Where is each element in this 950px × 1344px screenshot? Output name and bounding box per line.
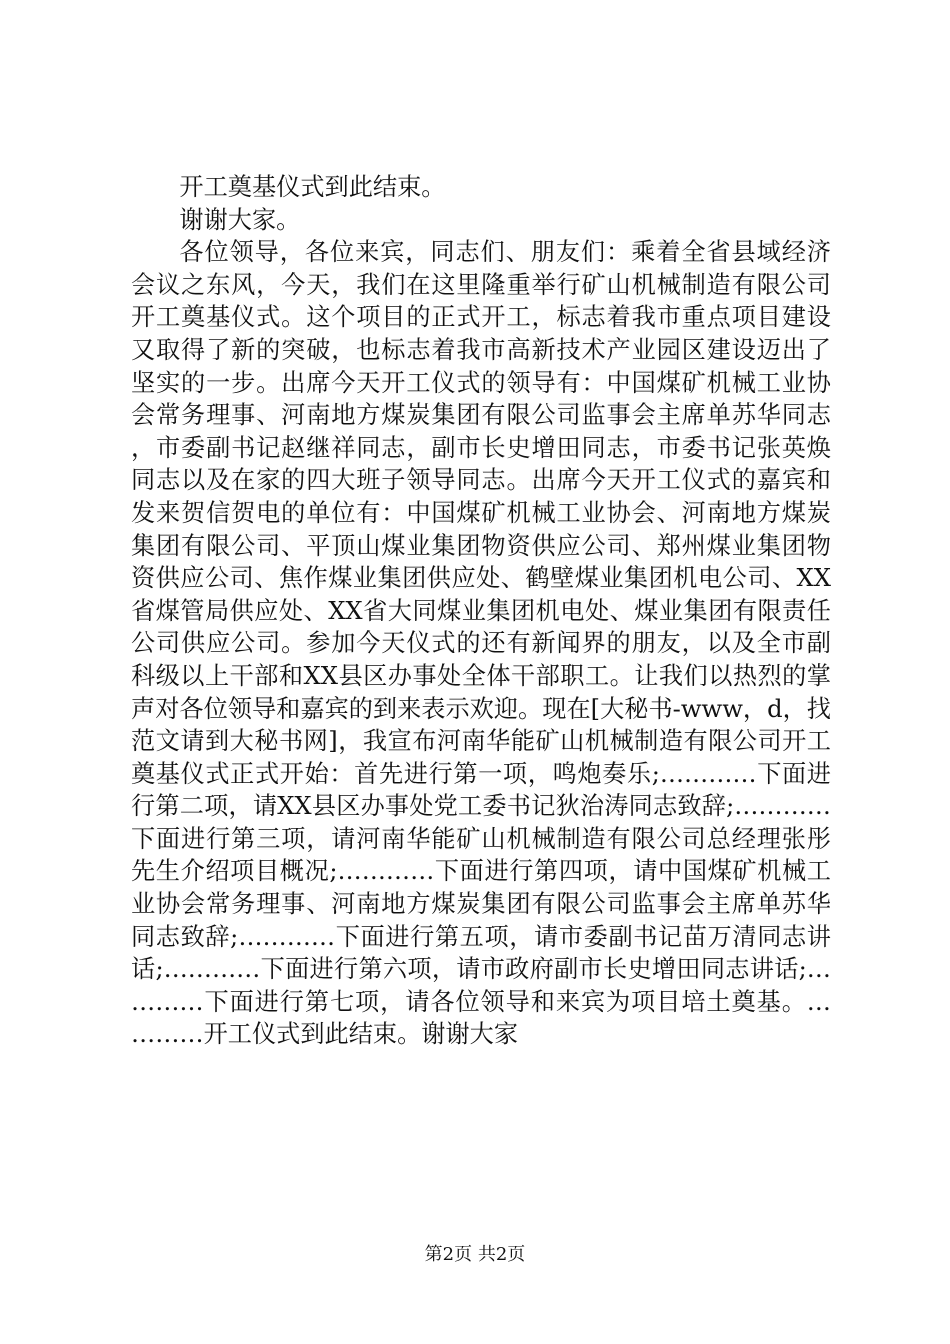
- page-number: 第2页 共2页: [424, 1244, 526, 1265]
- paragraph-thanks: 谢谢大家。: [179, 205, 301, 234]
- document-body: [131, 171, 831, 1051]
- paragraph-closing-note: 开工奠基仪式到此结束。: [179, 173, 446, 201]
- paragraph-ceremony-speech: 各位领导，各位来宾，同志们、朋友们：乘着全省县域经济会议之东风，今天，我们在这里隆重举行矿山机械制造有限公司开工奠基仪式。这个项目的正式开工，标志着我市重点项目建设又取得了新的突破，也标志着我市高新技术产业园区建设迈出了坚实的一步。出席今天开工仪式的领导有：中国煤矿机械工业协会常务理事、河南地方煤炭集团有限公司监事会主席单苏华同志，市委副书记赵继祥同志，副市长史增田同志，市委书记张英焕同志以及在家的四大班子领导同志。出席今天开工仪式的嘉宾和发来贺信贺电的单位有：中国煤矿机械工业协会、河南地方煤炭集团有限公司、平顶山煤业集团物资供应公司、郑州煤业集团物资供应公司、焦作煤业集团供应处、鹤壁煤业集团机电公司、XX省煤管局供应处、XX省大同煤业集团机电处、煤业集团有限责任公司供应公司。参加今天仪式的还有新闻界的朋友，以及全市副科级以上干部和XX县区办事处全体干部职工。让我们以热烈的掌声对各位领导和嘉宾的到来表示欢迎。现在[大秘书-www，d，找范文请到大秘书网]，我宣布河南华能矿山机械制造有限公司开工奠基仪式正式开始：首先进行第一项，鸣炮奏乐;…………下面进行第二项，请XX县区办事处党工委书记狄治涛同志致辞;…………下面进行第三项，请河南华能矿山机械制造有限公司总经理张彤先生介绍项目概况;…………下面进行第四项，请中国煤矿机械工业协会常务理事、河南地方煤炭集团有限公司监事会主席单苏华同志致辞;…………下面进行第五项，请市委副书记苗万清同志讲话;…………下面进行第六项，请市政府副市长史增田同志讲话;…………下面进行第七项，请各位领导和来宾为项目培土奠基。…………开工仪式到此结束。谢谢大家: [131, 238, 831, 1049]
